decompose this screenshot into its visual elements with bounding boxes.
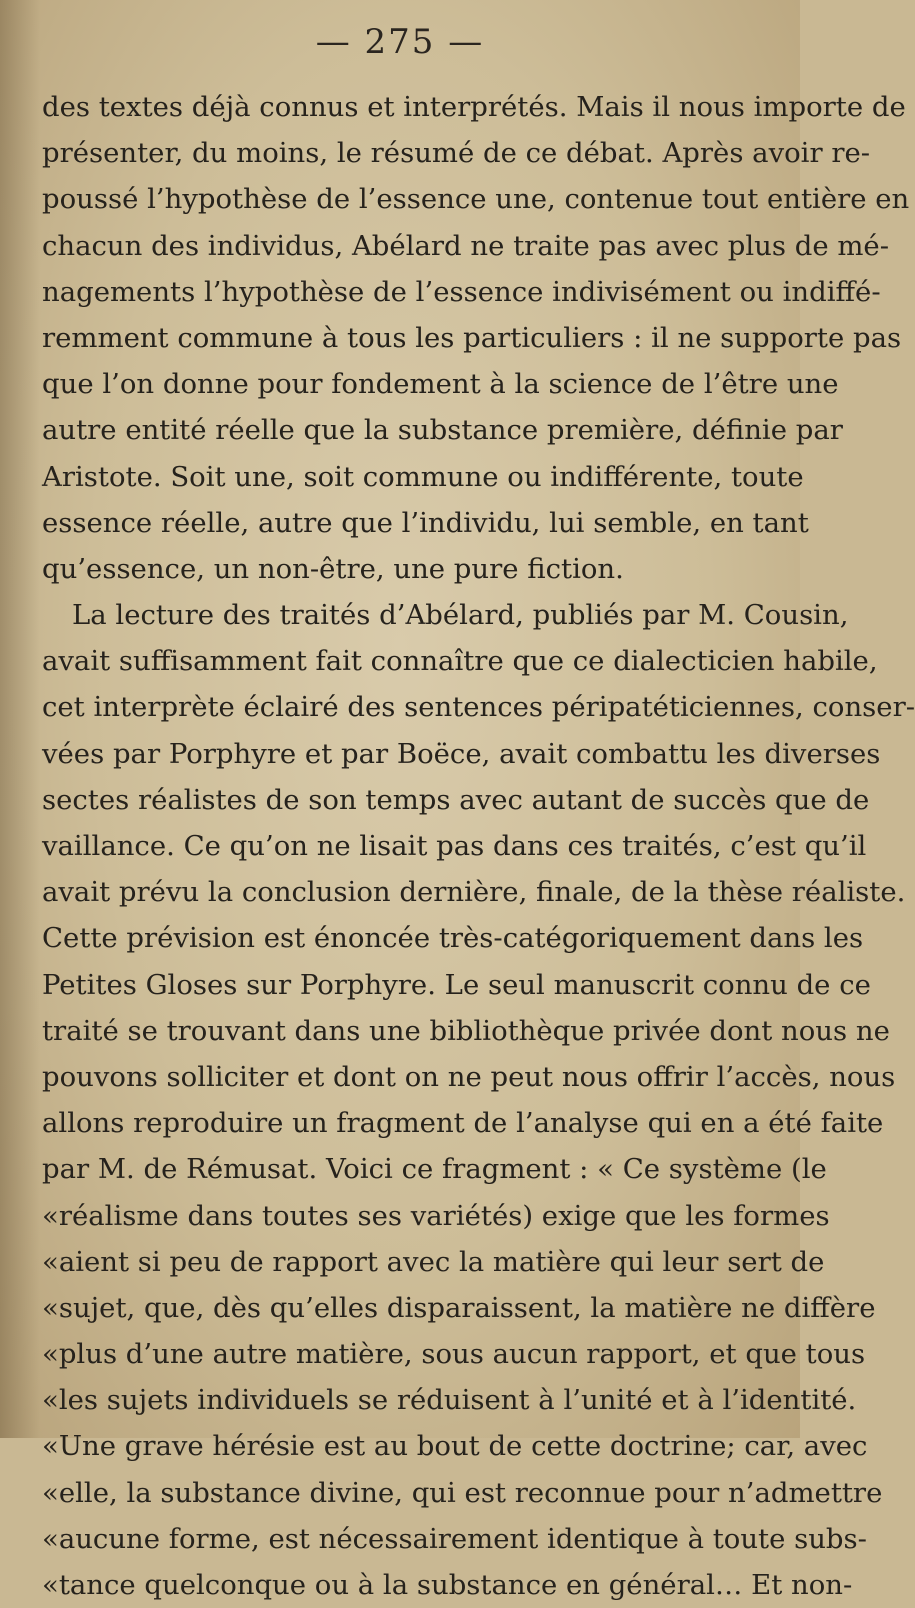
quoted-line [42,1239,825,1285]
text-line: traité se trouvant dans une bibliothèque privée dont nous ne [42,1014,890,1047]
text-line: avait suffisamment fait connaître que ce dialecticien habile, [42,645,878,678]
quoted-line [42,1331,866,1377]
quoted-line [42,1470,883,1516]
quote-mark: « [42,1430,59,1463]
text-line: sectes réalistes de son temps avec autant de succès que de [42,783,870,816]
quoted-line [42,1377,857,1423]
text-line: vées par Porphyre et par Boëce, avait combattu les diverses [42,737,881,770]
text-line: allons reproduire un fragment de l’analyse qui en a été faite [42,1107,884,1140]
quoted-text: Une grave hérésie est au bout de cette doctrine; car, avec [58,1430,868,1463]
text-line: des textes déjà connus et interprétés. Mais il nous importe de [42,91,906,123]
quote-mark: « [42,1476,59,1509]
quote-mark: « [42,1569,59,1601]
text-line: pouvons solliciter et dont on ne peut nous offrir l’accès, nous [42,1060,896,1093]
text-line: présenter, du moins, le résumé de ce débat. Après avoir re- [42,137,871,170]
quote-mark: « [42,1522,59,1555]
quoted-text: tance quelconque ou à la substance en général… Et non- [58,1569,853,1601]
quote-mark: « [42,1291,59,1324]
text-line: autre entité réelle que la substance première, définie par [42,414,843,447]
text-line: chacun des individus, Abélard ne traite pas avec plus de mé- [42,229,889,262]
text-line: cet interprète éclairé des sentences péripatéticiennes, conser- [42,691,915,724]
quoted-text: plus d’une autre matière, sous aucun rapport, et que tous [58,1338,866,1371]
text-line: que l’on donne pour fondement à la science de l’être une [42,368,839,401]
quote-mark: « [42,1338,59,1371]
quoted-line [42,1516,867,1562]
text-line: Petites Gloses sur Porphyre. Le seul manuscrit connu de ce [42,968,871,1001]
quoted-line [42,1193,830,1239]
page-edge-shadow [0,0,40,1438]
quote-mark: « [42,1384,59,1417]
quoted-text: elle, la substance divine, qui est reconnue pour n’admettre [58,1476,883,1509]
quoted-line [42,1423,868,1469]
quoted-text: aucune forme, est nécessairement identique à toute subs- [58,1522,867,1555]
quote-mark: « [42,1199,59,1232]
quoted-line [42,1562,853,1608]
text-line: vaillance. Ce qu’on ne lisait pas dans ces traités, c’est qu’il [42,830,867,862]
text-line: Aristote. Soit une, soit commune ou indifférente, toute [42,460,804,493]
text-line: nagements l’hypothèse de l’essence indivisément ou indiffé- [42,275,881,308]
quoted-text: les sujets individuels se réduisent à l’unité et à l’identité. [58,1384,857,1417]
text-line: essence réelle, autre que l’individu, lui semble, en tant [42,506,809,539]
quoted-line [42,1285,876,1331]
text-line: avait prévu la conclusion dernière, finale, de la thèse réaliste. [42,876,906,909]
page-number: — 275 — [315,22,485,62]
quoted-text: réalisme dans toutes ses variétés) exige que les formes [58,1199,830,1232]
text-line: Cette prévision est énoncée très-catégoriquement dans les [42,922,864,955]
quote-mark: « [42,1245,59,1278]
text-line: La lecture des traités d’Abélard, publiés par M. Cousin, [72,599,849,632]
text-line: poussé l’hypothèse de l’essence une, contenue tout entière en [42,183,910,216]
text-line: par M. de Rémusat. Voici ce fragment : « Ce système (le [42,1153,827,1186]
quoted-text: aient si peu de rapport avec la matière qui leur sert de [58,1245,825,1278]
text-line: qu’essence, un non-être, une pure fiction. [42,552,624,585]
text-line: remment commune à tous les particuliers : il ne supporte pas [42,321,902,354]
quoted-text: sujet, que, dès qu’elles disparaissent, la matière ne diffère [58,1291,876,1324]
body-text [42,84,915,1608]
